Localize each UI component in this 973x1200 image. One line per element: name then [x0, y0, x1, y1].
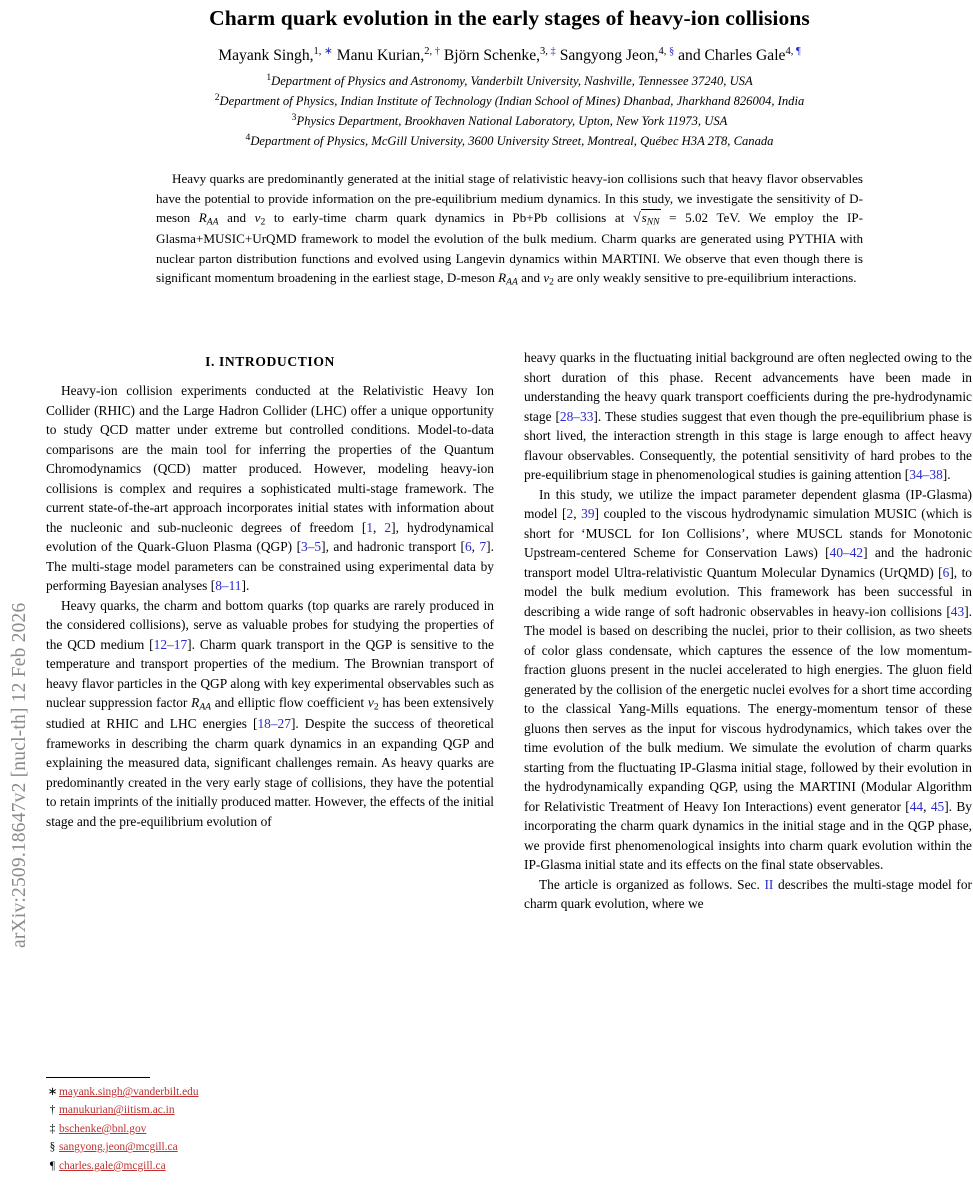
footnote-item — [46, 1138, 494, 1156]
body-columns — [46, 348, 973, 914]
footnote-email-link[interactable]: manukurian@iitism.ac.in — [59, 1104, 175, 1117]
page-title: Charm quark evolution in the early stages of heavy-ion collisions — [209, 6, 810, 30]
right-column — [524, 348, 972, 914]
abstract: Heavy quarks are predominantly generated at the initial stage of relativistic heavy-ion collisions such that heavy flavor observables have the potential to provide information on the pre-equilibrium medium dynamics. In this study, we investigate the sensitivity of D-meson $R_{AA}$ and v2 to early-time charm quark dynamics in Pb+Pb collisions at $√s_{NN} = 5.02$ TeV. We employ the IP-Glasma+MUSIC+UrQMD framework to model the evolution of the bulk medium. Charm quarks are generated using PYTHIA with nuclear parton distribution functions and evolved using Langevin dynamics within MARTINI. We observe that even though there is significant momentum broadening in the earliest stage, D-meson $R_{AA}$ and v2 are only weakly sensitive to pre-equilibrium interactions. — [156, 171, 863, 288]
footnote-divider — [46, 1077, 150, 1078]
affiliation-3: $^3$Physics Department, Brookhaven National Laboratory, Upton, New York 11973, USA — [291, 112, 728, 129]
footnotes — [46, 1083, 494, 1175]
paper-page — [46, 0, 973, 1200]
footnote-item — [46, 1120, 494, 1138]
affiliation-4: $^4$Department of Physics, McGill University, 3600 University Street, Montreal, Québec H3A 2T8, Canada — [245, 132, 774, 149]
paragraph: In this study, we utilize the impact parameter dependent glasma (IP-Glasma) model [2, 39] coupled to the viscous hydrodynamic simulation MUSIC (which is short for ‘MUSCL for Ion Collisions’, where MUSCL stands for Monotonic Upstream-centered Scheme for Conservation Laws) [40–42] and the hadronic transport model Ultra-relativistic Quantum Molecular Dynamics (UrQMD) [6], to model the bulk medium evolution. This framework has been successful in describing a wide range of soft hadronic observables in heavy-ion collisions [43]. The model is based on describing the nuclei, prior to their collision, as two sheets of color glass condensate, which captures the essence of the low momentum-fraction gluons present in the nuclei accelerated to high energies. The gluon field generated by the collision of the energetic nuclei evolves for a short time according to the classical Yang-Mills equations. The energy-momentum tensor of these gluons then serves as the input for viscous hydrodynamics, which takes over the time evolution of the bulk medium. We simulate the evolution of charm quarks starting from the fluctuating IP-Glasma initial stage, followed by their evolution in the hydrodynamically expanding QGP, using the MARTINI (Modular Algorithm for Relativistic Treatment of Heavy Ion Interactions) event generator [44, 45]. By incorporating the charm quark dynamics in the initial stage and in the QGP phase, we provide first phenomenological insights into charm quark evolution within the IP-Glasma initial state and its effects on the final state observables. — [524, 486, 973, 872]
arxiv-stamp: arXiv:2509.18647v2 [nucl-th] 12 Feb 2026 — [9, 602, 30, 948]
footnote-email-link[interactable]: sangyong.jeon@mcgill.ca — [59, 1141, 178, 1154]
affiliations — [46, 71, 973, 151]
paragraph: Heavy-ion collision experiments conducted at the Relativistic Heavy Ion Collider (RHIC) and the Large Hadron Collider (LHC) offer a unique opportunity to study QCD matter under extreme but controlled conditions. Model-to-data comparisons are the main tool for inferring the properties of the Quantum Chromodynamics (QCD) matter produced. However, modeling heavy-ion collisions is complex and requires a sophisticated multi-stage framework. The current state-of-the-art approach incorporates initial states with information about the nucleonic and sub-nucleonic degrees of freedom [1, 2], hydrodynamical evolution of the Quark-Gluon Plasma (QGP) [3–5], and hadronic transport [6, 7]. The multi-stage model parameters can be constrained using experimental data by performing Bayesian analyses [8–11]. — [46, 383, 494, 593]
footnote-email-link[interactable]: mayank.singh@vanderbilt.edu — [59, 1086, 199, 1098]
footnote-email-link[interactable]: bschenke@bnl.gov — [59, 1122, 147, 1135]
footnote-email-link[interactable]: charles.gale@mcgill.ca — [59, 1159, 166, 1172]
section-heading-introduction: I. INTRODUCTION — [205, 354, 335, 369]
left-column — [46, 348, 494, 914]
footnote-marker: ¶ — [49, 1159, 56, 1172]
paragraph: heavy quarks in the fluctuating initial background are often neglected owing to the short duration of this phase. Recent advancements have been made in understanding the heavy quark transport coefficients during the pre-hydrodynamic stage [28–33]. These studies suggest that even though the pre-equilibrium phase is short lived, the interaction strength in this stage is large enough to affect heavy flavour observables. Consequently, the potential sensitivity of hard probes to the pre-equilibrium stage in phenomenological studies is gaining attention [34–38]. — [524, 350, 972, 482]
affiliation-2: $^2$Department of Physics, Indian Institute of Technology (Indian School of Mines) Dhanbad, Jharkhand 826004, India — [214, 92, 805, 109]
author-list: Mayank Singh,$^{1,}$ ∗ Manu Kurian,$^{2,}$ † Björn Schenke,$^{3,}$ ‡ Sangyong Jeon,$^{4,}$ § and Charles Gale$^{4,}$ ¶ — [218, 46, 801, 65]
footnote-marker: † — [49, 1104, 56, 1117]
paragraph: Heavy quarks, the charm and bottom quarks (top quarks are rarely produced in the considered collisions), serve as valuable probes for studying the properties of the QCD medium [12–17]. Charm quark transport in the QGP is sensitive to the temperature and transport properties of the medium. The Brownian transport of heavy flavor particles in the QGP along with key experimental observables such as nuclear suppression factor $R_{AA}$ and elliptic flow coefficient v2 has been extensively studied at RHIC and LHC energies [18–27]. Despite the success of theoretical frameworks in describing the charm quark dynamics in an expanding QGP and explaining the measured data, significant challenges remain. As heavy quarks are predominantly created in the very early stage of collisions, they have the potential to retain imprints of the initially produced matter. However, the effects of the initial stage and the pre-equilibrium evolution of — [46, 597, 494, 829]
affiliation-1: $^1$Department of Physics and Astronomy, Vanderbilt University, Nashville, Tennessee 37240, USA — [266, 72, 753, 89]
paragraph: The article is organized as follows. Sec. II describes the multi-stage model for charm quark evolution, where we — [524, 876, 972, 911]
footnote-marker: ‡ — [49, 1122, 56, 1135]
footnote-marker: ∗ — [47, 1086, 58, 1098]
footnote-marker: § — [49, 1141, 56, 1154]
footnote-item — [46, 1157, 494, 1175]
footnote-item — [46, 1101, 494, 1119]
footnote-item — [46, 1083, 494, 1101]
